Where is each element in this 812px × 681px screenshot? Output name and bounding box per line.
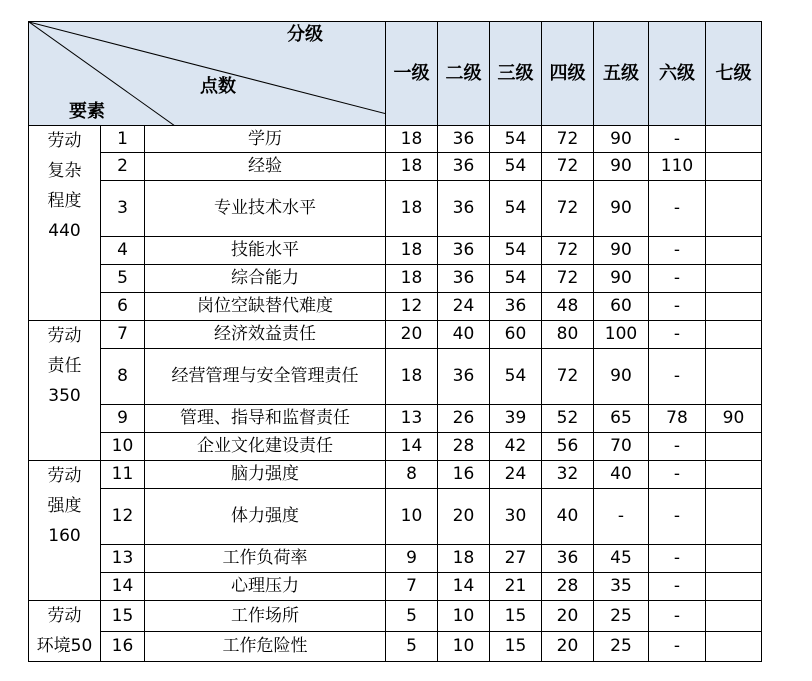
level-7-points (706, 349, 762, 405)
level-4-points: 48 (542, 293, 594, 321)
item-number: 7 (101, 321, 145, 349)
level-1-points: 20 (386, 321, 438, 349)
factor-category-line: 劳动 (47, 131, 82, 151)
level-3-points: 15 (490, 601, 542, 632)
level-2-points: 36 (438, 265, 490, 293)
level-6-points: - (649, 631, 706, 662)
level-5-points: 65 (594, 405, 649, 433)
level-1-points: 13 (386, 405, 438, 433)
level-1-points: 18 (386, 265, 438, 293)
level-2-points: 10 (438, 631, 490, 662)
item-number: 2 (101, 153, 145, 181)
level-4-points: 72 (542, 153, 594, 181)
item-name: 工作危险性 (145, 631, 386, 662)
item-name: 管理、指导和监督责任 (145, 405, 386, 433)
item-number: 4 (101, 237, 145, 265)
item-name: 经营管理与安全管理责任 (145, 349, 386, 405)
item-name: 工作负荷率 (145, 545, 386, 573)
level-7-points (706, 433, 762, 461)
level-3-points: 36 (490, 293, 542, 321)
level-6-points: - (649, 349, 706, 405)
level-2-points: 36 (438, 126, 490, 153)
level-3-points: 15 (490, 631, 542, 662)
grade-label: 分级 (287, 24, 323, 45)
item-number: 12 (101, 489, 145, 545)
level-2-points: 10 (438, 601, 490, 632)
level-6-points: - (649, 181, 706, 237)
level-7-points (706, 573, 762, 601)
level-5-points: 60 (594, 293, 649, 321)
level-4-points: 36 (542, 545, 594, 573)
level-1-points: 12 (386, 293, 438, 321)
level-2-points: 26 (438, 405, 490, 433)
factor-category-cell (29, 461, 101, 601)
factor-category-line: 环境50 (36, 636, 93, 656)
level-6-points: 110 (649, 153, 706, 181)
level-6-points: - (649, 321, 706, 349)
level-4-points: 72 (542, 237, 594, 265)
level-6-points: - (649, 461, 706, 489)
level-2-points: 36 (438, 237, 490, 265)
level-7-points (706, 153, 762, 181)
level-7-points (706, 461, 762, 489)
factor-category-line: 复杂 (47, 161, 82, 181)
level-3-points: 54 (490, 153, 542, 181)
level-6-points: - (649, 293, 706, 321)
level-7-points: 90 (706, 405, 762, 433)
factor-category-cell (29, 601, 101, 662)
item-number: 3 (101, 181, 145, 237)
level-5-points: 25 (594, 631, 649, 662)
level-5-points: 90 (594, 126, 649, 153)
table-row (29, 433, 762, 461)
item-number: 6 (101, 293, 145, 321)
level-5-points: 90 (594, 349, 649, 405)
level-7-points (706, 126, 762, 153)
table-body (29, 126, 762, 662)
level-header-5: 五级 (594, 22, 649, 126)
level-2-points: 18 (438, 545, 490, 573)
table-row (29, 601, 762, 632)
level-4-points: 20 (542, 601, 594, 632)
level-1-points: 18 (386, 126, 438, 153)
level-1-points: 10 (386, 489, 438, 545)
level-1-points: 18 (386, 181, 438, 237)
level-header-7: 七级 (706, 22, 762, 126)
level-7-points (706, 181, 762, 237)
level-7-points (706, 237, 762, 265)
factor-category-line: 程度 (47, 191, 82, 211)
level-5-points: 40 (594, 461, 649, 489)
points-table (28, 21, 762, 662)
level-4-points: 72 (542, 126, 594, 153)
level-6-points: - (649, 545, 706, 573)
factor-category-line: 劳动 (47, 466, 82, 486)
level-3-points: 54 (490, 237, 542, 265)
header-row (29, 22, 762, 126)
item-number: 16 (101, 631, 145, 662)
item-name: 工作场所 (145, 601, 386, 632)
item-name: 心理压力 (145, 573, 386, 601)
level-1-points: 14 (386, 433, 438, 461)
item-number: 9 (101, 405, 145, 433)
level-6-points: - (649, 601, 706, 632)
table-row (29, 153, 762, 181)
table-row (29, 573, 762, 601)
level-header-4: 四级 (542, 22, 594, 126)
level-3-points: 54 (490, 265, 542, 293)
level-6-points: - (649, 433, 706, 461)
factor-category-cell (29, 321, 101, 461)
level-5-points: 25 (594, 601, 649, 632)
item-name: 体力强度 (145, 489, 386, 545)
level-2-points: 24 (438, 293, 490, 321)
level-7-points (706, 321, 762, 349)
level-1-points: 18 (386, 153, 438, 181)
level-1-points: 9 (386, 545, 438, 573)
level-2-points: 40 (438, 321, 490, 349)
level-6-points: - (649, 237, 706, 265)
level-3-points: 30 (490, 489, 542, 545)
level-4-points: 80 (542, 321, 594, 349)
level-4-points: 56 (542, 433, 594, 461)
level-2-points: 28 (438, 433, 490, 461)
item-number: 15 (101, 601, 145, 632)
table-row (29, 265, 762, 293)
level-4-points: 52 (542, 405, 594, 433)
table-container (28, 21, 762, 662)
item-number: 1 (101, 126, 145, 153)
level-3-points: 24 (490, 461, 542, 489)
level-4-points: 72 (542, 349, 594, 405)
level-5-points: 100 (594, 321, 649, 349)
factor-category-line: 强度 (47, 496, 82, 516)
level-7-points (706, 293, 762, 321)
level-header-1: 一级 (386, 22, 438, 126)
level-5-points: 70 (594, 433, 649, 461)
level-1-points: 7 (386, 573, 438, 601)
level-2-points: 14 (438, 573, 490, 601)
level-6-points: - (649, 489, 706, 545)
corner-header-cell (29, 22, 386, 126)
table-row (29, 489, 762, 545)
item-number: 10 (101, 433, 145, 461)
factor-category-line: 160 (48, 526, 81, 546)
level-7-points (706, 265, 762, 293)
item-name: 专业技术水平 (145, 181, 386, 237)
level-header-3: 三级 (490, 22, 542, 126)
level-6-points: 78 (649, 405, 706, 433)
item-name: 岗位空缺替代难度 (145, 293, 386, 321)
table-row (29, 405, 762, 433)
level-3-points: 54 (490, 126, 542, 153)
item-number: 14 (101, 573, 145, 601)
level-5-points: 90 (594, 181, 649, 237)
level-5-points: 90 (594, 237, 649, 265)
factor-category-cell (29, 126, 101, 321)
item-name: 经验 (145, 153, 386, 181)
level-4-points: 32 (542, 461, 594, 489)
table-row (29, 349, 762, 405)
factor-label: 要素 (69, 101, 105, 122)
level-7-points (706, 601, 762, 632)
table-row (29, 237, 762, 265)
item-name: 企业文化建设责任 (145, 433, 386, 461)
level-4-points: 72 (542, 181, 594, 237)
factor-category-line: 责任 (47, 356, 82, 376)
table-row (29, 321, 762, 349)
item-number: 8 (101, 349, 145, 405)
level-3-points: 21 (490, 573, 542, 601)
item-name: 技能水平 (145, 237, 386, 265)
table-row (29, 181, 762, 237)
level-1-points: 5 (386, 631, 438, 662)
level-header-2: 二级 (438, 22, 490, 126)
level-4-points: 72 (542, 265, 594, 293)
level-1-points: 18 (386, 237, 438, 265)
level-4-points: 40 (542, 489, 594, 545)
table-row (29, 126, 762, 153)
item-number: 5 (101, 265, 145, 293)
level-5-points: 90 (594, 153, 649, 181)
level-3-points: 39 (490, 405, 542, 433)
level-2-points: 36 (438, 181, 490, 237)
level-2-points: 20 (438, 489, 490, 545)
level-header-6: 六级 (649, 22, 706, 126)
table-row (29, 461, 762, 489)
level-3-points: 27 (490, 545, 542, 573)
level-5-points: - (594, 489, 649, 545)
level-2-points: 36 (438, 349, 490, 405)
level-6-points: - (649, 573, 706, 601)
item-name: 经济效益责任 (145, 321, 386, 349)
factor-category-line: 350 (48, 386, 81, 406)
level-4-points: 20 (542, 631, 594, 662)
level-3-points: 60 (490, 321, 542, 349)
level-4-points: 28 (542, 573, 594, 601)
table-row (29, 545, 762, 573)
level-3-points: 54 (490, 349, 542, 405)
table-row (29, 293, 762, 321)
level-1-points: 5 (386, 601, 438, 632)
points-label: 点数 (200, 76, 236, 97)
level-7-points (706, 545, 762, 573)
item-number: 11 (101, 461, 145, 489)
table-row (29, 631, 762, 662)
level-7-points (706, 631, 762, 662)
level-1-points: 8 (386, 461, 438, 489)
level-6-points: - (649, 265, 706, 293)
factor-category-line: 劳动 (47, 606, 82, 626)
item-name: 综合能力 (145, 265, 386, 293)
level-3-points: 54 (490, 181, 542, 237)
level-7-points (706, 489, 762, 545)
factor-category-line: 440 (48, 221, 81, 241)
level-3-points: 42 (490, 433, 542, 461)
level-5-points: 35 (594, 573, 649, 601)
level-2-points: 36 (438, 153, 490, 181)
item-name: 脑力强度 (145, 461, 386, 489)
level-6-points: - (649, 126, 706, 153)
level-1-points: 18 (386, 349, 438, 405)
item-number: 13 (101, 545, 145, 573)
level-5-points: 90 (594, 265, 649, 293)
level-5-points: 45 (594, 545, 649, 573)
factor-category-line: 劳动 (47, 326, 82, 346)
item-name: 学历 (145, 126, 386, 153)
level-2-points: 16 (438, 461, 490, 489)
